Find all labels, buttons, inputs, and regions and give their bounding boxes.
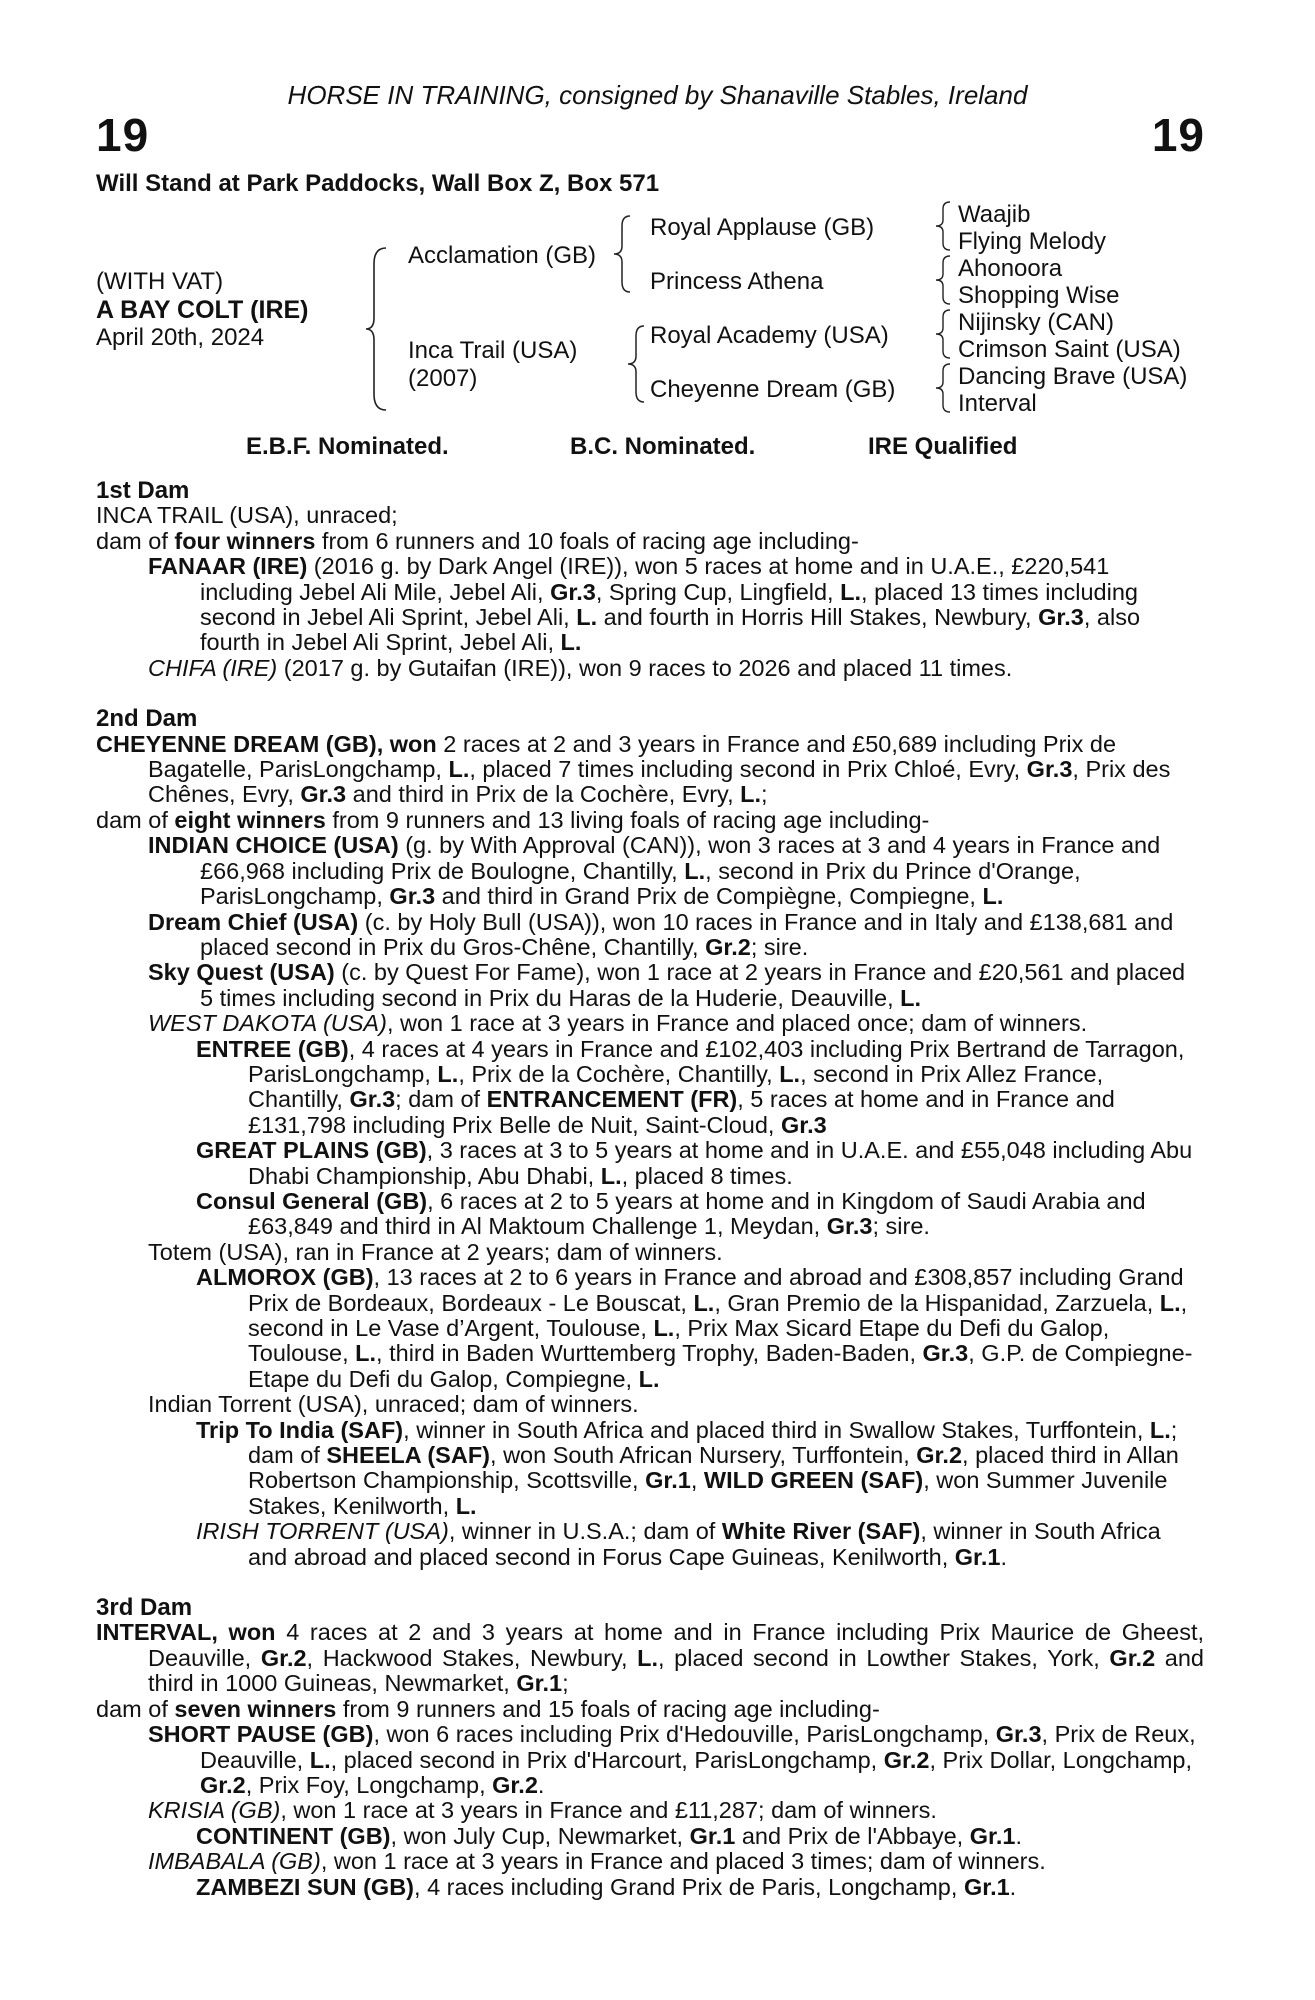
- catalogue-body: [96, 478, 1204, 1900]
- sire-brace: [612, 214, 636, 294]
- horse-name: CHEYENNE DREAM (GB): [96, 730, 377, 757]
- text: , won Summer Juvenile Stakes, Kenilworth,: [248, 1467, 1168, 1519]
- winners-count: eight winners: [174, 806, 326, 833]
- text: , 5 races at home and in France and £131,798 including Prix Belle de Nuit, Saint-Cloud,: [248, 1086, 1115, 1138]
- winners-count: four winners: [174, 527, 316, 554]
- text: (g. by With Approval (CAN)), won 3 races at 3 and 4 years in France and £66,968 including Prix de Boulogne, Chantilly,: [200, 832, 1161, 884]
- grade: Gr.2: [705, 933, 751, 960]
- text: , placed second in Prix d'Harcourt, ParisLongchamp,: [330, 1746, 884, 1773]
- grade: L.: [355, 1340, 377, 1367]
- text: dam of: [96, 1695, 175, 1722]
- produce-indian-torrent: Indian Torrent (USA), unraced; dam of winners.: [148, 1391, 639, 1418]
- g3-brace-2: [934, 254, 954, 306]
- horse-name: SHORT PAUSE (GB): [148, 1721, 374, 1748]
- horse-name: WILD GREEN (SAF): [703, 1467, 924, 1494]
- grade: L.: [560, 629, 582, 656]
- produce-trip-to-india: [96, 1418, 1204, 1520]
- produce-entree: [96, 1037, 1204, 1139]
- text: .: [1009, 1873, 1017, 1900]
- horse-name: Trip To India (SAF): [196, 1416, 404, 1443]
- grade: L.: [638, 1365, 660, 1392]
- text: dam of: [96, 527, 175, 554]
- grade: Gr.3: [780, 1111, 827, 1138]
- grade: L.: [637, 1644, 659, 1671]
- ggd-1: Flying Melody: [958, 228, 1107, 255]
- dam-year: (2007): [408, 365, 478, 392]
- grade: Gr.1: [689, 1822, 736, 1849]
- sire-dam: Princess Athena: [650, 268, 824, 295]
- produce-chifa: [96, 656, 1204, 681]
- text: from 6 runners and 10 foals of racing age including-: [315, 527, 859, 554]
- grade: L.: [684, 857, 706, 884]
- produce-fanaar: [96, 554, 1204, 656]
- grade: Gr.2: [260, 1644, 307, 1671]
- text: and third in Prix de la Cochère, Evry,: [346, 781, 741, 808]
- ggs-2: Ahonoora: [958, 255, 1063, 282]
- produce-dream-chief: [96, 910, 1204, 961]
- horse-name: KRISIA (GB): [148, 1797, 281, 1824]
- text: , 13 races at 2 to 6 years in France and abroad and £308,857 including Grand Prix de Bordeaux, Bordeaux - Le Bouscat,: [248, 1264, 1184, 1316]
- sire: Acclamation (GB): [408, 242, 597, 269]
- text: , won 1 race at 3 years in France and placed 3 times; dam of winners.: [320, 1848, 1046, 1875]
- foaling-date: April 20th, 2024: [96, 324, 265, 351]
- produce-indian-choice: [96, 833, 1204, 909]
- winners-count: seven winners: [174, 1695, 337, 1722]
- stand-location: Will Stand at Park Paddocks, Wall Box Z, Box 571: [96, 170, 660, 197]
- grade: L.: [309, 1746, 331, 1773]
- grade: Gr.2: [1109, 1644, 1156, 1671]
- horse-name: CONTINENT (GB): [196, 1822, 391, 1849]
- horse-name: IRISH TORRENT (USA): [196, 1518, 449, 1545]
- text: , Gran Premio de la Hispanidad, Zarzuela,: [714, 1289, 1160, 1316]
- text: , 4 races at 4 years in France and £102,403 including Prix Bertrand de Tarragon, ParisLongchamp,: [248, 1035, 1185, 1087]
- grade: L.: [779, 1060, 801, 1087]
- grade: L.: [740, 781, 762, 808]
- horse-name: INDIAN CHOICE (USA): [148, 832, 399, 859]
- grade: Gr.1: [516, 1670, 563, 1697]
- grade: Gr.2: [916, 1442, 963, 1469]
- grade: L.: [653, 1315, 675, 1341]
- dam-dam: Cheyenne Dream (GB): [650, 376, 896, 403]
- text: , placed third in Allan Robertson Championship, Scottsville,: [248, 1442, 1179, 1494]
- text: (2017 g. by Gutaifan (IRE)), won 9 races to 2026 and placed 11 times.: [277, 654, 1013, 681]
- text: ; sire.: [750, 933, 809, 960]
- ggd-2: Shopping Wise: [958, 282, 1120, 309]
- horse-name: ENTRANCEMENT (FR): [486, 1086, 738, 1113]
- grade: Gr.2: [492, 1771, 538, 1798]
- g3-brace-1: [934, 200, 954, 252]
- text: , won South African Nursery, Turffontein,: [490, 1442, 917, 1469]
- produce-zambezi-sun: [96, 1875, 1204, 1900]
- horse-name: CHIFA (IRE): [148, 654, 278, 681]
- text: , placed 8 times.: [621, 1162, 793, 1189]
- text: (c. by Quest For Fame), won 1 race at 2 years in France and £20,561 and placed 5 times including second in Prix du Haras de la Huderie, Deauville,: [200, 959, 1186, 1011]
- horse-name: ALMOROX (GB): [196, 1264, 374, 1291]
- won: , won: [376, 730, 437, 757]
- grade: L.: [455, 1492, 477, 1519]
- grade: L.: [982, 883, 1004, 910]
- text: and fourth in Horris Hill Stakes, Newbury,: [597, 604, 1039, 631]
- text: and Prix de l'Abbaye,: [735, 1822, 970, 1849]
- grade: L.: [693, 1289, 715, 1316]
- grade: Gr.3: [550, 578, 596, 605]
- text: .: [1015, 1822, 1022, 1849]
- text: from 9 runners and 15 foals of racing age including-: [336, 1695, 880, 1722]
- ebf-nomination: E.B.F. Nominated.: [246, 433, 449, 460]
- grade: Gr.3: [826, 1213, 873, 1240]
- grade: Gr.3: [300, 781, 347, 808]
- g3-brace-4: [934, 362, 954, 414]
- sire-sire: Royal Applause (GB): [650, 214, 875, 241]
- text: , third in Baden Wurttemberg Trophy, Baden-Baden,: [376, 1340, 923, 1367]
- second-dam-produce-summary: [96, 808, 1204, 833]
- first-dam-line: INCA TRAIL (USA), unraced;: [96, 502, 398, 529]
- text: , second in Le Vase d’Argent, Toulouse,: [248, 1289, 1188, 1341]
- produce-almorox: [96, 1265, 1204, 1392]
- ire-qualification: IRE Qualified: [868, 433, 1018, 460]
- pedigree-brace-main: [364, 244, 394, 414]
- second-dam-record: [96, 732, 1204, 808]
- dam-brace: [626, 324, 650, 404]
- dam-sire: Royal Academy (USA): [650, 322, 889, 349]
- text: and third in Grand Prix de Compiègne, Compiegne,: [435, 883, 983, 910]
- produce-irish-torrent: [96, 1519, 1204, 1570]
- first-dam-heading: 1st Dam: [96, 477, 190, 504]
- grade: Gr.1: [963, 1873, 1010, 1900]
- grade: L.: [448, 756, 470, 783]
- produce-short-pause: [96, 1722, 1204, 1798]
- text: , placed 13 times including second in Jebel Ali Sprint, Jebel Ali,: [200, 578, 1138, 631]
- page-title: HORSE IN TRAINING, consigned by Shanaville Stables, Ireland: [287, 80, 1028, 110]
- g3-brace-3: [934, 308, 954, 360]
- text: , 3 races at 3 to 5 years at home and in U.A.E. and £55,048 including Abu Dhabi Championship, Abu Dhabi,: [248, 1137, 1193, 1189]
- text: , second in Prix Allez France, Chantilly,: [248, 1060, 1104, 1113]
- text: , Prix de la Cochère, Chantilly,: [458, 1060, 780, 1087]
- text: .: [537, 1771, 545, 1798]
- text: , Prix des Chênes, Evry,: [148, 756, 1171, 808]
- text: ;: [761, 781, 768, 808]
- grade: Gr.1: [645, 1467, 691, 1494]
- grade: L.: [437, 1060, 459, 1087]
- won: , won: [211, 1619, 276, 1646]
- lot-number-left: 19: [96, 109, 150, 161]
- horse-name: A BAY COLT (IRE): [96, 296, 309, 324]
- text: , second in Prix du Prince d'Orange, ParisLongchamp,: [200, 857, 1081, 910]
- third-dam-record: [96, 1620, 1204, 1696]
- text: , winner in South Africa and placed third in Swallow Stakes, Turffontein,: [403, 1416, 1150, 1443]
- text: , also fourth in Jebel Ali Sprint, Jebel Ali,: [200, 604, 1141, 656]
- vat-label: (WITH VAT): [96, 268, 224, 295]
- produce-imbabala: [96, 1849, 1204, 1874]
- grade: L.: [900, 984, 922, 1011]
- dam: Inca Trail (USA): [408, 337, 578, 364]
- grade: Gr.2: [883, 1746, 930, 1773]
- text: , winner in U.S.A.; dam of: [448, 1518, 722, 1545]
- horse-name: INTERVAL: [96, 1619, 212, 1646]
- grade: L.: [576, 604, 598, 631]
- ggs-1: Waajib: [958, 201, 1031, 228]
- first-dam-produce-summary: [96, 529, 1204, 554]
- grade: Gr.3: [922, 1340, 969, 1367]
- text: and third in 1000 Guineas, Newmarket,: [148, 1644, 1204, 1697]
- text: ;: [562, 1670, 569, 1697]
- text: , 4 races including Grand Prix de Paris, Longchamp,: [414, 1873, 964, 1900]
- ggd-3: Crimson Saint (USA): [958, 336, 1181, 363]
- grade: L.: [600, 1162, 622, 1189]
- grade: Gr.3: [349, 1086, 396, 1113]
- horse-name: White River (SAF): [721, 1518, 921, 1545]
- text: , placed second in Lowther Stakes, York,: [658, 1644, 1110, 1671]
- horse-name: Dream Chief (USA): [148, 908, 359, 935]
- grade: L.: [840, 578, 862, 605]
- second-dam-heading: 2nd Dam: [96, 705, 198, 733]
- text: , Prix Foy, Longchamp,: [245, 1771, 493, 1798]
- grade: Gr.3: [1038, 604, 1084, 631]
- text: , placed 7 times including second in Prix Chloé, Evry,: [469, 756, 1027, 783]
- text: , winner in South Africa and abroad and placed second in Forus Cape Guineas, Kenilworth,: [248, 1518, 1161, 1570]
- text: , Prix de Reux, Deauville,: [200, 1721, 1196, 1773]
- grade: Gr.3: [995, 1721, 1042, 1748]
- text: ; dam of: [395, 1086, 487, 1113]
- grade: Gr.3: [389, 883, 436, 910]
- horse-name: Consul General (GB): [196, 1187, 428, 1214]
- horse-name: Sky Quest (USA): [148, 959, 335, 986]
- text: , won 1 race at 3 years in France and placed once; dam of winners.: [386, 1010, 1088, 1037]
- produce-continent: [96, 1824, 1204, 1849]
- text: , G.P. de Compiegne-Etape du Defi du Galop, Compiegne,: [248, 1340, 1193, 1392]
- grade: L.: [1149, 1416, 1171, 1443]
- text: (2016 g. by Dark Angel (IRE)), won 5 races at home and in U.A.E., £220,541 including Jebel Ali Mile, Jebel Ali,: [200, 553, 1110, 605]
- produce-consul-general: [96, 1189, 1204, 1240]
- horse-name: GREAT PLAINS (GB): [196, 1137, 427, 1164]
- text: .: [1000, 1543, 1008, 1570]
- ggs-3: Nijinsky (CAN): [958, 309, 1114, 336]
- text: 4 races at 2 and 3 years at home and in France including Prix Maurice de Gheest, Deauville,: [148, 1619, 1204, 1671]
- text: , 6 races at 2 to 5 years at home and in Kingdom of Saudi Arabia and £63,849 and third in Al Maktoum Challenge 1, Meydan,: [248, 1187, 1146, 1240]
- horse-name: ENTREE (GB): [196, 1035, 349, 1062]
- text: , Hackwood Stakes, Newbury,: [306, 1644, 638, 1671]
- bc-nomination: B.C. Nominated.: [570, 433, 756, 460]
- horse-name: ZAMBEZI SUN (GB): [196, 1873, 415, 1900]
- horse-name: FANAAR (IRE): [148, 553, 308, 580]
- horse-name: SHEELA (SAF): [326, 1442, 491, 1469]
- ggd-4: Interval: [958, 390, 1037, 417]
- grade: Gr.1: [954, 1543, 1001, 1570]
- text: , Prix Dollar, Longchamp,: [929, 1746, 1193, 1773]
- produce-krisia: [96, 1798, 1204, 1823]
- text: (c. by Holy Bull (USA)), won 10 races in France and in Italy and £138,681 and placed second in Prix du Gros-Chêne, Chantilly,: [200, 908, 1174, 960]
- third-dam-heading: 3rd Dam: [96, 1594, 193, 1622]
- produce-great-plains: [96, 1138, 1204, 1189]
- horse-name: WEST DAKOTA (USA): [148, 1010, 387, 1037]
- text: ; dam of: [248, 1416, 1178, 1469]
- grade: Gr.3: [1026, 756, 1073, 783]
- grade: Gr.1: [969, 1822, 1016, 1849]
- produce-west-dakota: [96, 1011, 1204, 1036]
- text: , won 6 races including Prix d'Hedouville, ParisLongchamp,: [373, 1721, 996, 1748]
- grade: Gr.2: [200, 1771, 246, 1798]
- ggs-4: Dancing Brave (USA): [958, 363, 1188, 390]
- text: , won July Cup, Newmarket,: [390, 1822, 690, 1849]
- text: from 9 runners and 13 living foals of racing age including-: [325, 806, 930, 833]
- text: 2 races at 2 and 3 years in France and £50,689 including Prix de Bagatelle, ParisLongchamp,: [148, 730, 1117, 783]
- produce-totem: Totem (USA), ran in France at 2 years; dam of winners.: [148, 1238, 723, 1265]
- text: , Spring Cup, Lingfield,: [595, 578, 841, 605]
- produce-sky-quest: [96, 960, 1204, 1011]
- text: ; sire.: [872, 1213, 930, 1240]
- lot-number-right: 19: [1151, 109, 1205, 161]
- text: ,: [690, 1467, 704, 1494]
- text: , Prix Max Sicard Etape du Defi du Galop, Toulouse,: [248, 1315, 1110, 1367]
- text: , won 1 race at 3 years in France and £11,287; dam of winners.: [280, 1797, 937, 1824]
- horse-name: IMBABALA (GB): [148, 1848, 321, 1875]
- text: dam of: [96, 806, 175, 833]
- grade: L.: [1159, 1289, 1181, 1316]
- third-dam-produce-summary: [96, 1697, 1204, 1722]
